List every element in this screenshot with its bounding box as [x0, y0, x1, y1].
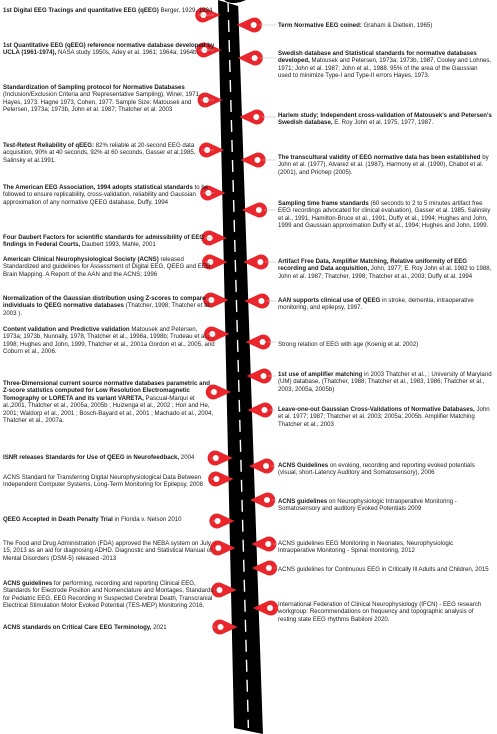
right-entry-3	[278, 154, 492, 190]
entry-heading: Leave-one-out Gaussian Cross-Validations of Normative Databases,	[278, 406, 475, 413]
right-entry-1	[278, 50, 492, 102]
marker-pin	[243, 254, 268, 269]
entry-heading: ISNR releases Standards for Use of QEEG in Neurofeedback,	[3, 454, 180, 461]
left-entry-14	[3, 580, 215, 626]
marker-dot	[267, 605, 273, 611]
left-entry-4	[3, 184, 215, 228]
entry-heading: ACNS Guidelines	[278, 462, 329, 469]
right-entry-12	[278, 540, 492, 560]
entry-heading: Harlem study; Independent cross-validation of Matousek's and Petersen's Swedish database,	[278, 112, 492, 127]
left-entry-15	[3, 624, 215, 640]
entry-heading: 1st Quantitative EEG (qEEG) reference normative database developed by UCLA (1961-1974),	[3, 42, 215, 57]
entry-heading: The American EEG Association, 1994 adopts statistical standards	[3, 184, 193, 191]
marker-dot	[261, 373, 267, 379]
left-entry-10	[3, 454, 215, 470]
entry-text: The Food and Drug Administration (FDA) approved the NEBA system on July 15, 2013 as an aid for diagnosing ADHD. Diagnostic and Statistical Manual of Mental Disorders (DSM-5) released -2013	[3, 540, 212, 562]
right-entry-13	[278, 566, 492, 586]
marker-dot	[265, 541, 271, 547]
marker-dot	[256, 207, 262, 213]
marker-dot	[254, 157, 260, 163]
marker-dot	[266, 565, 272, 571]
entry-text: (Thatcher, 1998; Thatcher et al., 2003 ).	[3, 302, 213, 317]
marker-dot	[252, 55, 258, 61]
entry-text: John, 1977; E. Roy John et al. 1982 to 1988, John et al. 1987; Thatcher, 1998; Thatcher et al., 2003; Duffy et al. 1994	[278, 265, 492, 280]
marker-pin	[238, 51, 263, 66]
right-entry-11	[278, 498, 492, 518]
entry-heading: 1st use of amplifier matching	[278, 371, 363, 378]
entry-text: ACNS guidelines EEG Monitoring in Neonates, Neurophysiologic Intraoperative Monitoring - Spinal monitoring, 2012	[278, 540, 454, 555]
right-marker-2	[239, 110, 264, 125]
marker-dot	[251, 22, 257, 28]
right-entry-9	[278, 406, 492, 434]
marker-dot	[261, 407, 267, 413]
entry-heading: The transcultural validity of EEG normative data has been established	[278, 154, 481, 161]
marker-dot	[253, 114, 259, 120]
entry-heading: American Clinical Neurophysiological Society (ACNS)	[3, 256, 159, 263]
entry-text: Daubert 1993, Mahle, 2001	[80, 241, 156, 249]
entry-text: John et al. 1977; 1987; Thatcher et al. 2003; 2005a; 2005b. Amplifier Matching Thatcher et al., 2003	[278, 406, 490, 428]
marker-dot	[217, 587, 223, 593]
left-entry-11	[3, 474, 215, 508]
right-entry-6	[278, 297, 492, 317]
entry-text: released Standardized and guidelines for Assessment of Digital EEG, QEEG and EEG Brain Mapping. A Report of the AAN and the ACNS; 1996	[3, 256, 211, 278]
left-entry-1	[3, 42, 215, 78]
left-entry-8	[3, 326, 215, 374]
entry-text: for performing, recording and reporting Clinical EEG, Standards for Electrode Position and Nomenclature and Montages, Standards for Pediatric EEG, EEG Recording in Suspected Cerebral Death, Transcranial Electrical Stimulation Motor Evoked Potential (TES-MEP) Monitoring 2016.	[3, 580, 214, 610]
entry-text: Graham & Dietlein, 1965)	[361, 22, 433, 29]
left-entry-3	[3, 142, 215, 178]
entry-heading: Four Daubert Factors for scientific standards for admissibility of EEG findings in Federal Courts,	[3, 234, 205, 249]
entry-heading: Term Normative EEG coined:	[278, 22, 362, 29]
entry-text: by John et al. (1977), Alvarez et al. (1987), Harmony et al. (1990), Chabot et al. (2001), and Prichep (2005).	[278, 154, 489, 176]
right-entry-7	[278, 341, 492, 351]
entry-text: in 2003 Thatcher et al., ; University of Maryland (UM) database, (Thatcher, 1988; Thatcher et al., 1983, 1986; Thatcher et al., 2003, 2005a, 2005b)	[278, 371, 492, 393]
entry-text: Matousek and Petersen, 1973a; 1973b, Nunnally, 1978, Thatcher et al., 1998a, 1998b; Trudeau et al., 1998; Hughes and John, 1999, Thatcher et al., 2001a Gordon et al., 2005, and Coburn et al., 2006.	[3, 326, 215, 356]
left-entry-6	[3, 256, 215, 292]
entry-text: Berger, 1929, 1934	[158, 7, 213, 14]
marker-dot	[263, 463, 269, 469]
left-entry-12	[3, 516, 215, 532]
marker-dot	[215, 545, 221, 551]
right-entry-5	[278, 258, 492, 294]
right-entry-14	[278, 601, 492, 637]
entry-heading: Standardization of Sampling protocol for Normative Databases	[3, 84, 185, 91]
right-entry-8	[278, 371, 492, 399]
left-entry-2	[3, 84, 215, 136]
right-entry-4	[278, 200, 492, 252]
entry-heading: ACNS standards on Critical Care EEG Terminology,	[3, 624, 152, 631]
entry-text: on evoking, recording and reporting evoked potentials (visual, short-Latency Auditory and Somatosensory), 2006	[278, 462, 475, 477]
left-entry-7	[3, 295, 215, 323]
entry-text: 82% reliable at 20-second EEG data acquisition, 90% at 40 seconds, 92% at 60 seconds, Gasser et al.1985, Salinsky et al.1991.	[3, 142, 196, 164]
entry-heading: Artifact Free Data, Amplifier Matching, Relative uniformity of EEG recording and Data acquisition,	[278, 258, 468, 273]
entry-heading: Three-Dimensional current source normative databases parametric and Z-score statistics computed for Low Resolution Electromagnetic Tomography or LORETA and its variant VARETA,	[3, 380, 210, 402]
marker-pin	[240, 153, 265, 168]
road-top	[224, 0, 246, 3]
entry-text: NASA study 1950s, Adey et al. 1961; 1964a; 1964b.	[56, 49, 199, 57]
right-entry-2	[278, 112, 492, 140]
right-marker-3	[240, 153, 265, 168]
right-marker-1	[238, 51, 263, 66]
right-marker-4	[242, 203, 267, 218]
entry-heading: Test-Retest Reliability of qEEG:	[3, 142, 94, 149]
entry-heading: Swedish database and Statistical standards for normative databases developed,	[278, 50, 477, 65]
marker-dot	[264, 497, 270, 503]
entry-heading: AAN supports clinical use of QEEG	[278, 297, 381, 304]
entry-text: Pascual-Marqui et al.,2001, Thatcher et al., 2005a, 2005b ; Huizenga et al., 2002 ; Hori and He, 2001; Waldorp et al., 2001 ; Bosch-Bayard et al., 2001 ; Machado et al., 2004, Thatcher et al., 2007a.	[3, 394, 214, 425]
marker-dot	[218, 624, 224, 630]
entry-text: (60 seconds to 2 to 5 minutes artifact free EEG recordings advocated for clinical evaluation), Gasser et al. 1985, Salinsky et al., 1991, Hamilton-Bruce et al., 1991, Duffy et al., 1994; Hughes and John, 1999 and Gaussian approximation Duffy et al., 1994; Hughes and John, 1999.	[278, 200, 491, 230]
left-entry-5	[3, 234, 215, 254]
marker-pin	[242, 203, 267, 218]
marker-dot	[260, 339, 266, 345]
right-entry-10	[278, 462, 492, 490]
entry-text: in stroke, dementia, intraoperative monitoring, and epilepsy, 1997.	[278, 297, 474, 312]
entry-text: to be followed to ensure replicability, cross-validation, reliability and Gaussian approximation of any normative QEEG database, Duffy, 1994	[3, 184, 209, 206]
marker-pin	[237, 18, 262, 33]
entry-text: Matousek and Petersen, 1973a; 1973b, 1987, Cooley and Lohnes, 1971; John et al. 1987; John et al., 1988. 95% of the area of the Gaussian used to minimize Type-I and Type-II errors Hayes, 1973.	[278, 57, 492, 80]
right-entry-0	[278, 22, 492, 32]
entry-text: 2021	[151, 624, 167, 631]
entry-text: E. Roy John et al. 1975, 1977, 1987.	[332, 119, 434, 127]
entry-heading: ACNS guidelines	[278, 498, 328, 505]
marker-dot	[215, 518, 221, 524]
marker-dot	[257, 259, 263, 265]
left-entry-0	[3, 7, 215, 27]
right-marker-5	[243, 254, 268, 269]
entry-text: Strong relation of EEG with age (Koenig et al. 2002)	[278, 341, 419, 348]
entry-text: ACNS guidelines for Continuous EEG in Critically Ill Adults and Children, 2015	[278, 566, 489, 573]
entry-text: on Neurophysiologic Intraoperative Monitoring - Somatosensory and auditory Evoked Potentials 2009	[278, 498, 457, 513]
entry-text: (Inclusion/Exclusion Criteria and 'Representative Sampling), Winer, 1971, Hayes, 1973. Hagne 1973, Cohen, 1977. Sample Size: Matousek and Petersen, 1973a; 1973b, John et al. 1987; Thatcher et al. 2003	[3, 91, 201, 114]
entry-heading: ACNS guidelines	[3, 580, 53, 587]
entry-heading: 1st Digital EEG Tracings and quantitative EEG (qEEG)	[3, 7, 159, 14]
marker-pin	[239, 110, 264, 125]
marker-dot	[258, 298, 264, 304]
entry-heading: QEEG Accepted in Death Penalty Trial	[3, 516, 113, 523]
entry-text: 2004	[179, 454, 195, 461]
entry-text: in Florida v. Nelson 2010	[112, 516, 182, 523]
entry-heading: Normalization of the Gaussian distribution using Z-scores to compare individuals to QEEG normative databases	[3, 295, 206, 310]
entry-heading: Content validation and Predictive validation	[3, 326, 130, 333]
right-marker-0	[237, 18, 262, 33]
left-entry-13	[3, 540, 215, 572]
left-entry-9	[3, 380, 215, 446]
entry-heading: Sampling time frame standards	[278, 200, 369, 207]
entry-text: International Federation of Clinical Neurophysiology (IFCN) - EEG research workgroup: Recommendations on frequency and topographic analysis of resting state EEG rhythms Babiloni 2020.	[278, 601, 482, 623]
entry-text: ACNS Standard for Transferring Digital Neurophysiological Data Between Independent Computer Systems, Long-Term Monitoring for Epilepsy, 2008	[3, 474, 204, 489]
